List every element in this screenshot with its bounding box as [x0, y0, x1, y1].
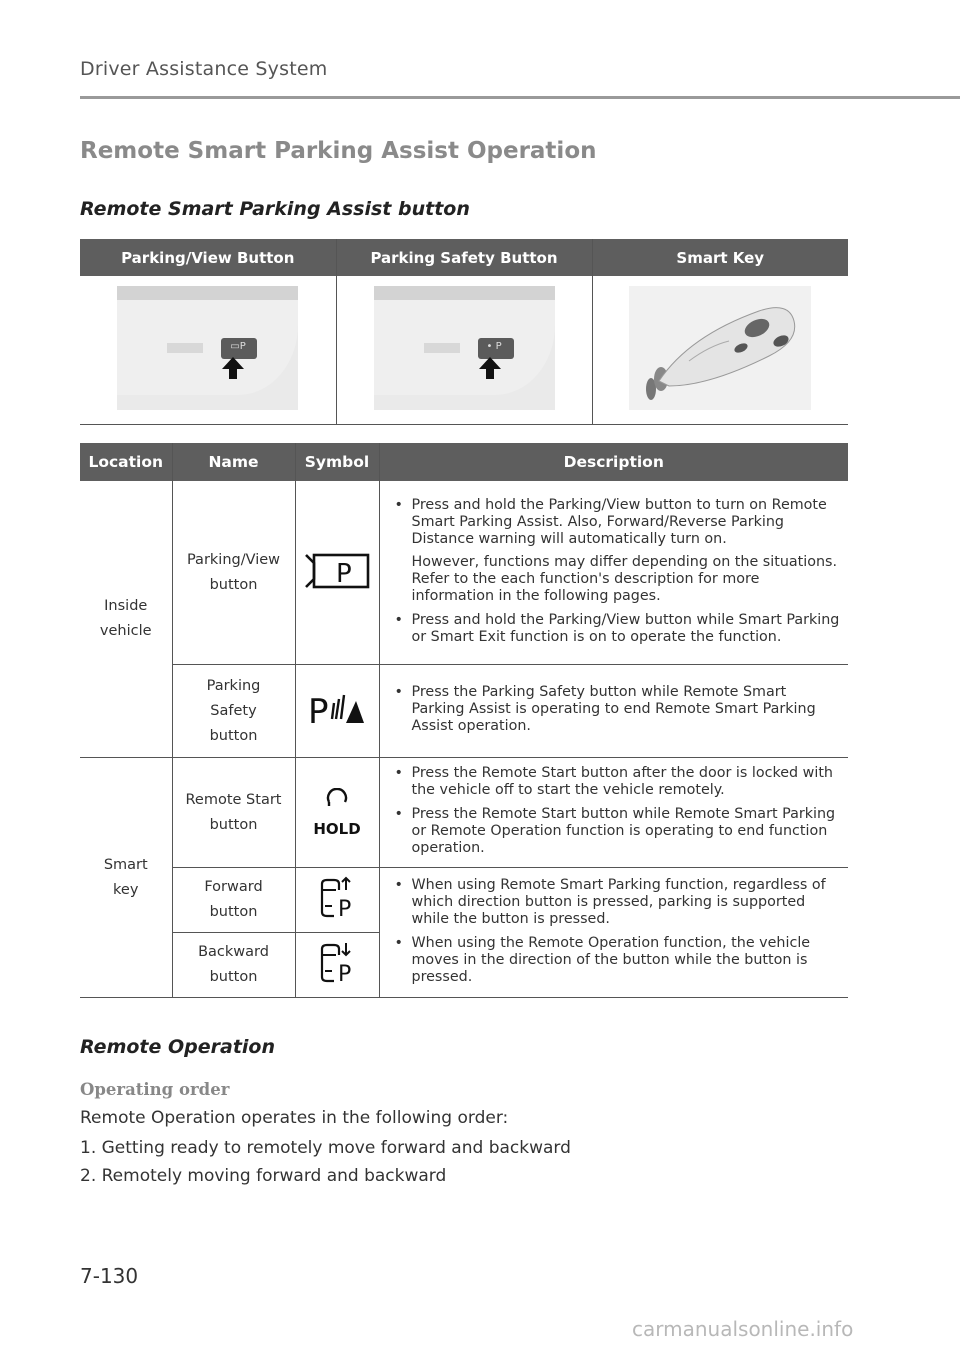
col-header-location: Location	[80, 443, 172, 481]
step-2: 2. Remotely moving forward and backward	[80, 1166, 447, 1186]
watermark: carmanualsonline.info	[632, 1317, 854, 1341]
col-header-symbol: Symbol	[295, 443, 379, 481]
desc-parking-safety: • Press the Parking Safety button while Remote Smart Parking Assist is operating to end Remote Smart Parking Assist operation.	[379, 665, 848, 758]
smart-key-image-cell	[592, 276, 848, 425]
smart-key-photo	[629, 286, 811, 410]
page-number: 7-130	[80, 1264, 139, 1288]
parking-safety-icon	[306, 689, 368, 729]
forward-symbol-cell	[295, 868, 379, 933]
svg-text:P: P	[338, 897, 352, 920]
remote-operation-intro: Remote Operation operates in the following order:	[80, 1108, 509, 1128]
col-header-name: Name	[172, 443, 295, 481]
running-header: Driver Assistance System	[80, 58, 328, 80]
parking-view-symbol-cell	[295, 481, 379, 665]
col-header-smart-key: Smart Key	[592, 239, 848, 276]
desc-remote-start: • Press the Remote Start button after the door is locked with the vehicle off to start the vehicle remotely. • Press the Remote Start button while Remote Smart Parking or Remote Operation function is operating to end function operation.	[379, 758, 848, 868]
parking-view-icon	[302, 551, 372, 591]
section-subtitle: Remote Smart Parking Assist button	[80, 198, 470, 220]
name-backward: Backward button	[172, 933, 295, 998]
desc-parking-view: • Press and hold the Parking/View button to turn on Remote Smart Parking Assist. Also, Forward/Reverse Parking Distance warning will automatically turn on. However, functions may differ depending on the situations. Refer to the each function's description for more information in the following pages. • Press and hold the Parking/View button while Smart Parking or Smart Exit function is on to operate the function.	[379, 481, 848, 665]
svg-text:P: P	[336, 558, 352, 589]
name-remote-start: Remote Start button	[172, 758, 295, 868]
name-forward: Forward button	[172, 868, 295, 933]
svg-text:P: P	[308, 692, 329, 729]
hold-label: HOLD	[313, 819, 361, 838]
arrow-up-icon	[221, 356, 245, 380]
button-image-table	[80, 239, 848, 425]
remote-operation-heading: Remote Operation	[80, 1036, 276, 1058]
parking-view-button-photo: ▭P	[117, 286, 298, 410]
forward-icon	[314, 876, 360, 920]
page-title: Remote Smart Parking Assist Operation	[80, 138, 597, 164]
backward-icon	[314, 941, 360, 985]
parking-safety-symbol-cell	[295, 665, 379, 758]
col-header-description: Description	[379, 443, 848, 481]
name-parking-safety: Parking Safety button	[172, 665, 295, 758]
parking-safety-image-cell	[336, 276, 592, 425]
parking-safety-button-photo: • P	[374, 286, 555, 410]
operating-order-subheading: Operating order	[80, 1080, 230, 1099]
remote-start-symbol-cell	[295, 758, 379, 868]
location-inside-vehicle: Inside vehicle	[80, 481, 172, 758]
col-header-parking-view: Parking/View Button	[80, 239, 336, 276]
header-rule	[80, 96, 960, 99]
name-parking-view: Parking/View button	[172, 481, 295, 665]
parking-view-image-cell	[80, 276, 336, 425]
button-description-table	[80, 443, 848, 998]
location-smart-key: Smart key	[80, 758, 172, 998]
desc-forward-backward: • When using Remote Smart Parking function, regardless of which direction button is pressed, parking is supported while the button is pressed. • When using the Remote Operation function, the vehicle moves in the direction of the button while the button is pressed.	[379, 868, 848, 998]
svg-text:P: P	[338, 962, 352, 985]
col-header-parking-safety: Parking Safety Button	[336, 239, 592, 276]
arrow-up-icon	[478, 356, 502, 380]
step-1: 1. Getting ready to remotely move forward and backward	[80, 1138, 571, 1158]
backward-symbol-cell	[295, 933, 379, 998]
